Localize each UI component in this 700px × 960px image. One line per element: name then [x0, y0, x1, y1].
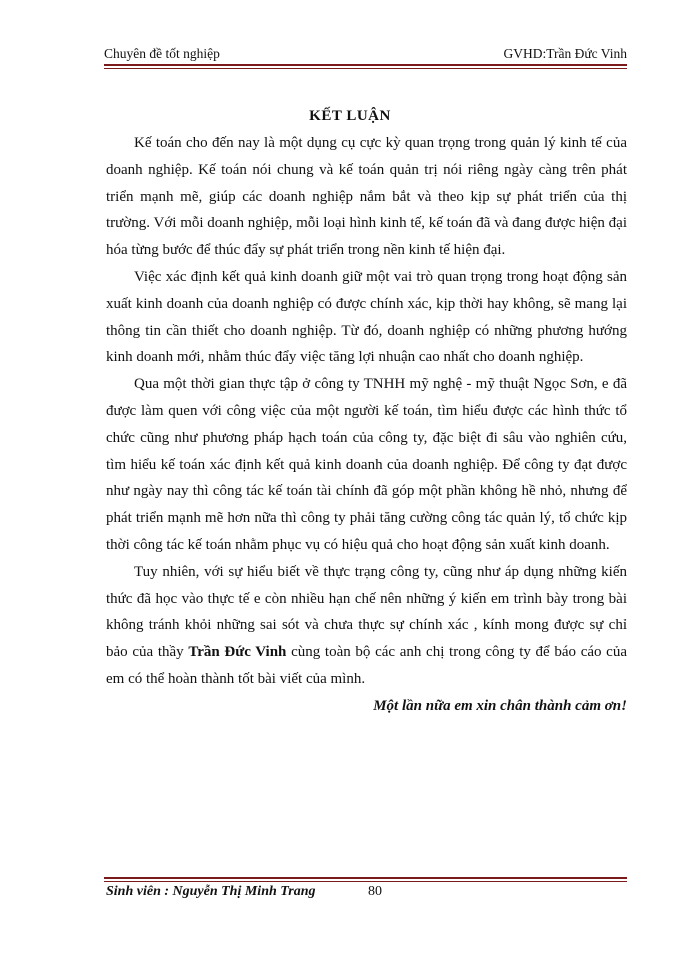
page-footer: [106, 884, 627, 906]
closing-thanks: Một lần nữa em xin chân thành cảm ơn!: [373, 697, 627, 714]
header-divider: [104, 64, 627, 69]
advisor-name: Trần Đức Vinh: [188, 644, 287, 661]
page-title: KẾT LUẬN: [309, 108, 391, 124]
paragraph-3: Qua một thời gian thực tập ở công ty TNHH mỹ nghệ - mỹ thuật Ngọc Sơn, e đã được làm quen với công việc của một người kế toán, tìm hiểu được các hình thức tổ chức cũng như phương pháp hạch toán của công ty, đặc biệt đi sâu vào nghiên cứu, tìm hiểu kế toán xác định kết quả kinh doanh của doanh nghiệp. Để công ty đạt được như ngày nay thì công tác kế toán tài chính đã góp một phần không hề nhỏ, nhưng để phát triển mạnh mẽ hơn nữa thì công ty phải tăng cường công tác quản lý, tổ chức kịp thời công tác kế toán nhằm phục vụ có hiệu quả cho hoạt động sản xuất kinh doanh.: [106, 376, 627, 553]
body-text: [106, 130, 627, 720]
page-header: [104, 46, 627, 66]
paragraph-2: Việc xác định kết quả kinh doanh giữ một vai trò quan trọng trong hoạt động sản xuất kinh doanh của doanh nghiệp có được chính xác, kịp thời hay không, sẽ mang lại thông tin cần thiết cho doanh nghiệp. Từ đó, doanh nghiệp có những phương hướng kinh doanh mới, nhằm thúc đẩy việc tăng lợi nhuận cao nhất cho doanh nghiệp.: [106, 268, 627, 366]
header-advisor: GVHD:Trần Đức Vinh: [503, 46, 627, 61]
page-number: 80: [368, 884, 382, 899]
paragraph-4: [106, 559, 627, 693]
footer-divider: [104, 877, 627, 882]
footer-student-name: Sinh viên : Nguyễn Thị Minh Trang: [106, 884, 316, 899]
paragraph-4-text-start: Tuy nhiên, với sự hiểu biết về thực trạng công ty, cũng như áp dụng những kiến thức đã học vào thực tế e còn nhiều hạn chế nên những ý kiến em trình bày trong bài không tránh khỏi những sai sót và chưa thực sự chính xác , kính mong được sự chỉ bảo của thầy: [106, 563, 627, 661]
header-document-type: Chuyên đề tốt nghiệp: [104, 46, 220, 61]
paragraph-1: Kế toán cho đến nay là một dụng cụ cực kỳ quan trọng trong quản lý kinh tế của doanh nghiệp. Kế toán nói chung và kế toán quản trị nói riêng ngày càng trên phát triển mạnh mẽ, giúp các doanh nghiệp nắm bắt và theo kịp sự phát triển của thị trường. Với mỗi doanh nghiệp, mỗi loại hình kinh tế, kế toán đã và đang được hiện đại hóa từng bước để thúc đẩy sự phát triển trong nền kinh tế hiện đại.: [106, 135, 627, 259]
paragraph-4-text-end: cùng toàn bộ các anh chị trong công ty để báo cáo của em có thể hoàn thành tốt bài viết của mình.: [106, 644, 627, 687]
